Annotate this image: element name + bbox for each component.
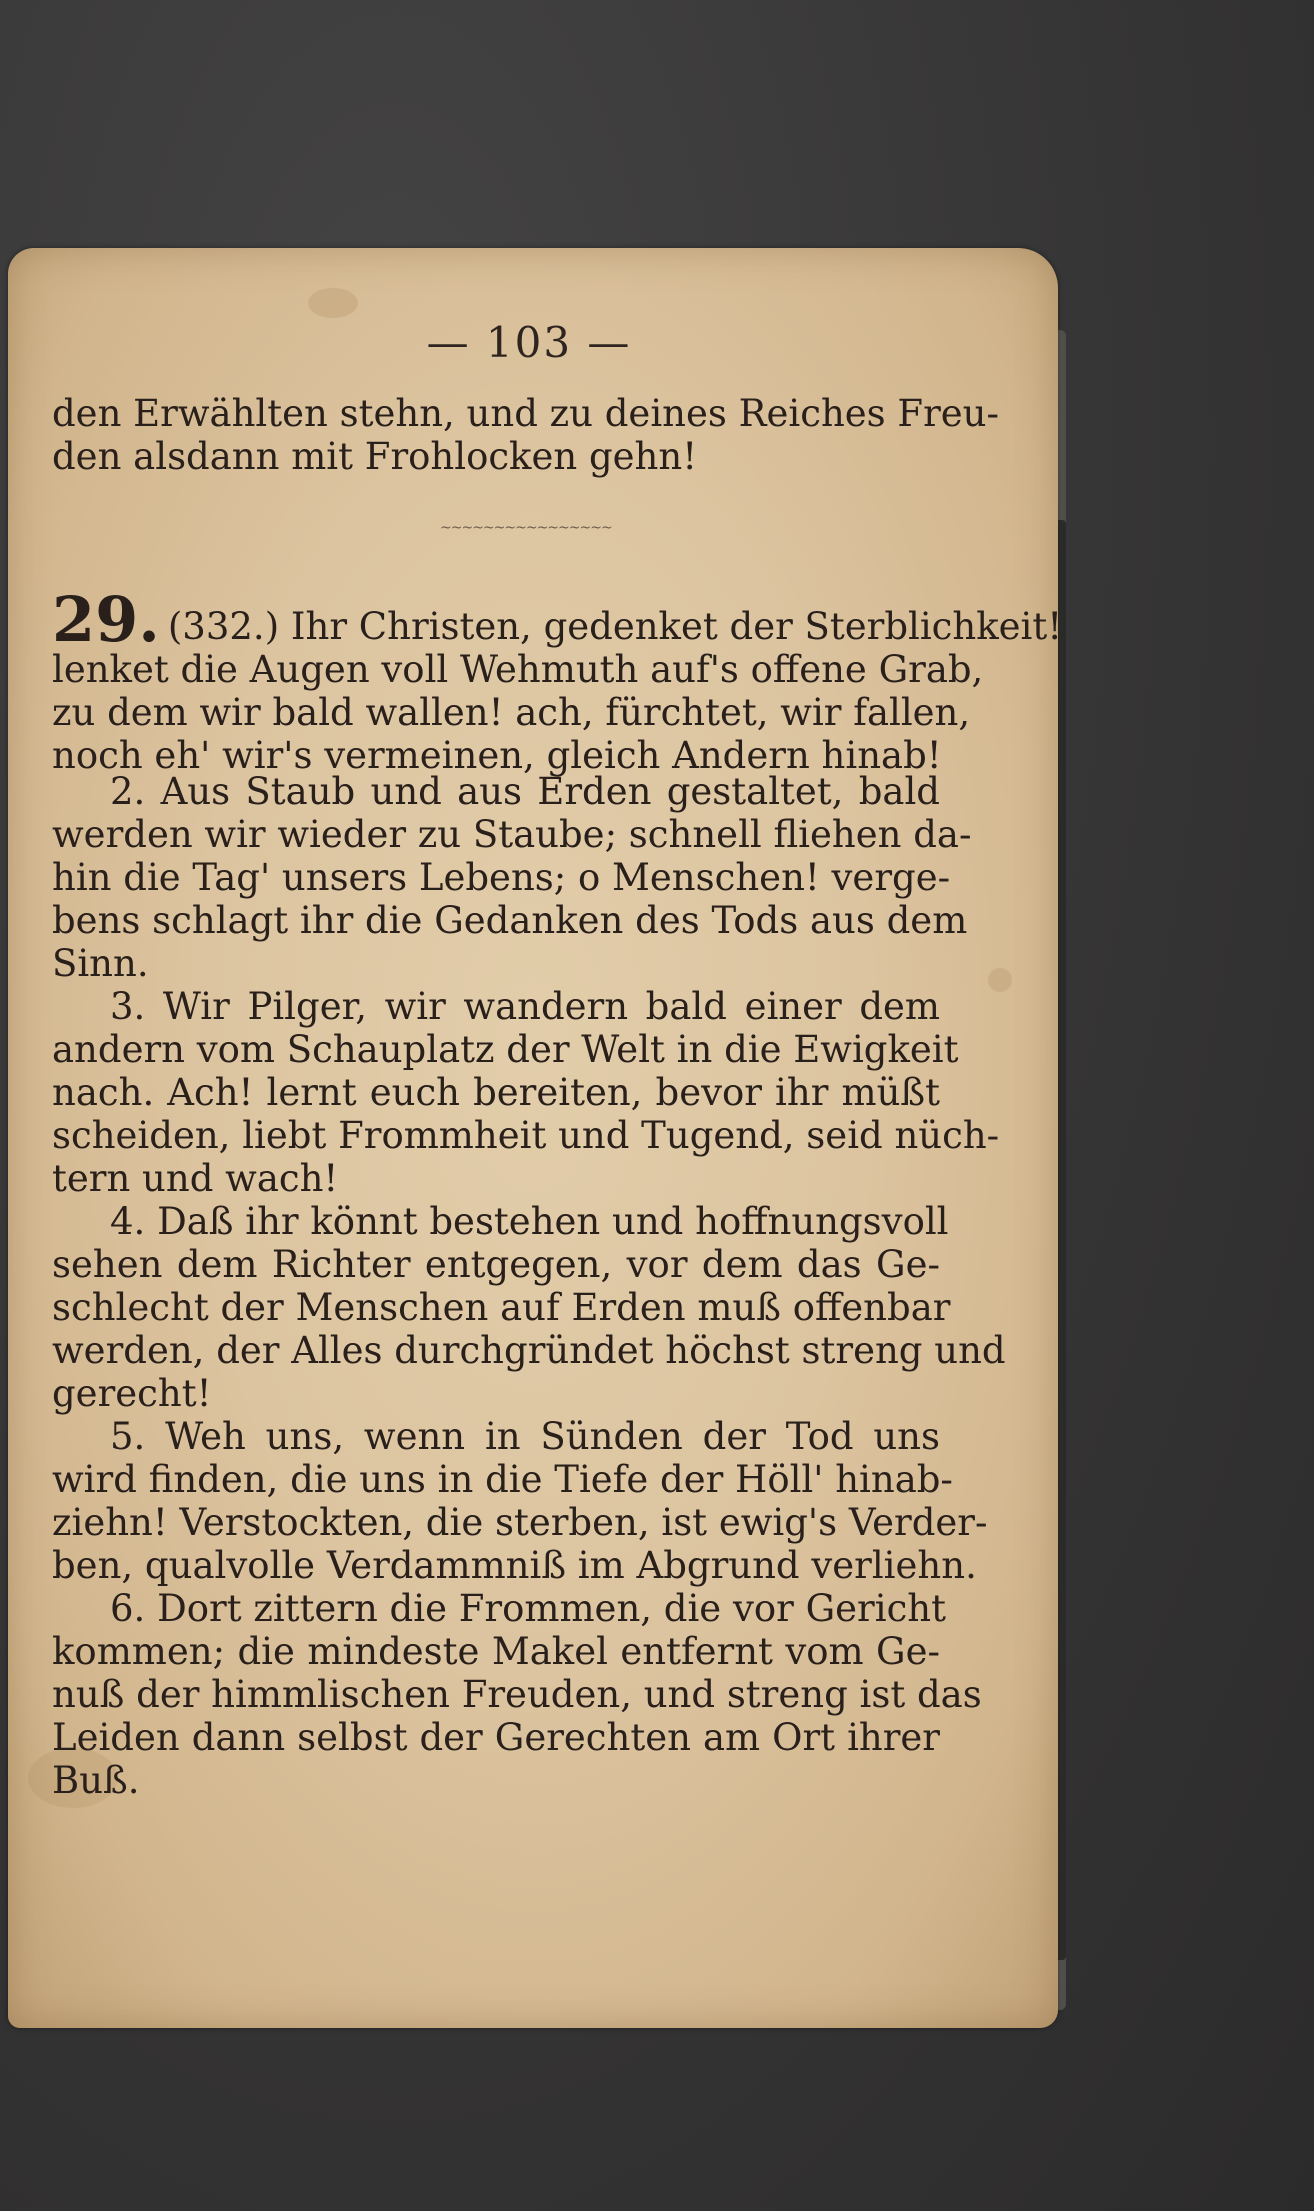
text-line: 5. Weh uns, wenn in Sünden der Tod uns bbox=[110, 1415, 940, 1458]
paper-stain bbox=[308, 288, 358, 318]
text-line: wird finden, die uns in die Tiefe der Höll' hinab- bbox=[52, 1458, 953, 1501]
text-line: ziehn! Verstockten, die sterben, ist ewig's Verder- bbox=[52, 1501, 988, 1544]
text-line: Leiden dann selbst der Gerechten am Ort ihrer bbox=[52, 1716, 940, 1759]
text-line: tern und wach! bbox=[52, 1157, 339, 1200]
text-line: hin die Tag' unsers Lebens; o Menschen! verge- bbox=[52, 856, 951, 899]
text-line: werden wir wieder zu Staube; schnell fliehen da- bbox=[52, 813, 972, 856]
verse-3 bbox=[52, 985, 1000, 1200]
text-line: scheiden, liebt Frommheit und Tugend, seid nüch- bbox=[52, 1114, 1000, 1157]
text-line: 2. Aus Staub und aus Erden gestaltet, bald bbox=[110, 770, 940, 813]
carryover-text bbox=[52, 392, 1000, 478]
text-line: sehen dem Richter entgegen, vor dem das Ge- bbox=[52, 1243, 940, 1286]
text-line: den Erwählten stehn, und zu deines Reiches Freu- bbox=[52, 392, 1000, 435]
text-line: Ihr Christen, gedenket der Sterblichkeit! bbox=[290, 605, 1063, 648]
hymn-number: 29. bbox=[52, 583, 160, 656]
page-number: — 103 — bbox=[426, 318, 632, 367]
text-line: Buß. bbox=[52, 1759, 140, 1802]
text-line: nuß der himmlischen Freuden, und streng ist das bbox=[52, 1673, 982, 1716]
text-line: 4. Daß ihr könnt bestehen und hoffnungsvoll bbox=[110, 1200, 949, 1243]
hymn-reference: (332.) bbox=[167, 605, 280, 648]
text-line: den alsdann mit Frohlocken gehn! bbox=[52, 435, 698, 478]
verse-5 bbox=[52, 1415, 988, 1587]
text-line: werden, der Alles durchgründet höchst streng und bbox=[52, 1329, 1006, 1372]
text-line: nach. Ach! lernt euch bereiten, bevor ihr müßt bbox=[52, 1071, 940, 1114]
text-line: schlecht der Menschen auf Erden muß offenbar bbox=[52, 1286, 951, 1329]
text-line: andern vom Schauplatz der Welt in die Ewigkeit bbox=[52, 1028, 959, 1071]
hymn-29 bbox=[52, 583, 1063, 777]
text-line: lenket die Augen voll Wehmuth auf's offene Grab, bbox=[52, 648, 984, 691]
section-divider-ornament: ~~~~~~~~~~~~~~~~ bbox=[440, 520, 612, 536]
text-line: bens schlagt ihr die Gedanken des Tods aus dem bbox=[52, 899, 968, 942]
text-line: 3. Wir Pilger, wir wandern bald einer dem bbox=[110, 985, 940, 1028]
text-line: kommen; die mindeste Makel entfernt vom Ge- bbox=[52, 1630, 940, 1673]
text-line: zu dem wir bald wallen! ach, fürchtet, wir fallen, bbox=[52, 691, 971, 734]
verse-list bbox=[52, 770, 1006, 1802]
text-line: ben, qualvolle Verdammniß im Abgrund verliehn. bbox=[52, 1544, 977, 1587]
text-line: noch eh' wir's vermeinen, gleich Andern hinab! bbox=[52, 734, 942, 777]
text-line: Sinn. bbox=[52, 942, 149, 985]
verse-4 bbox=[52, 1200, 1006, 1415]
text-line: gerecht! bbox=[52, 1372, 212, 1415]
verse-2 bbox=[52, 770, 972, 985]
paper-stain bbox=[988, 968, 1012, 992]
text-line: 6. Dort zittern die Frommen, die vor Gericht bbox=[110, 1587, 946, 1630]
verse-6 bbox=[52, 1587, 982, 1802]
